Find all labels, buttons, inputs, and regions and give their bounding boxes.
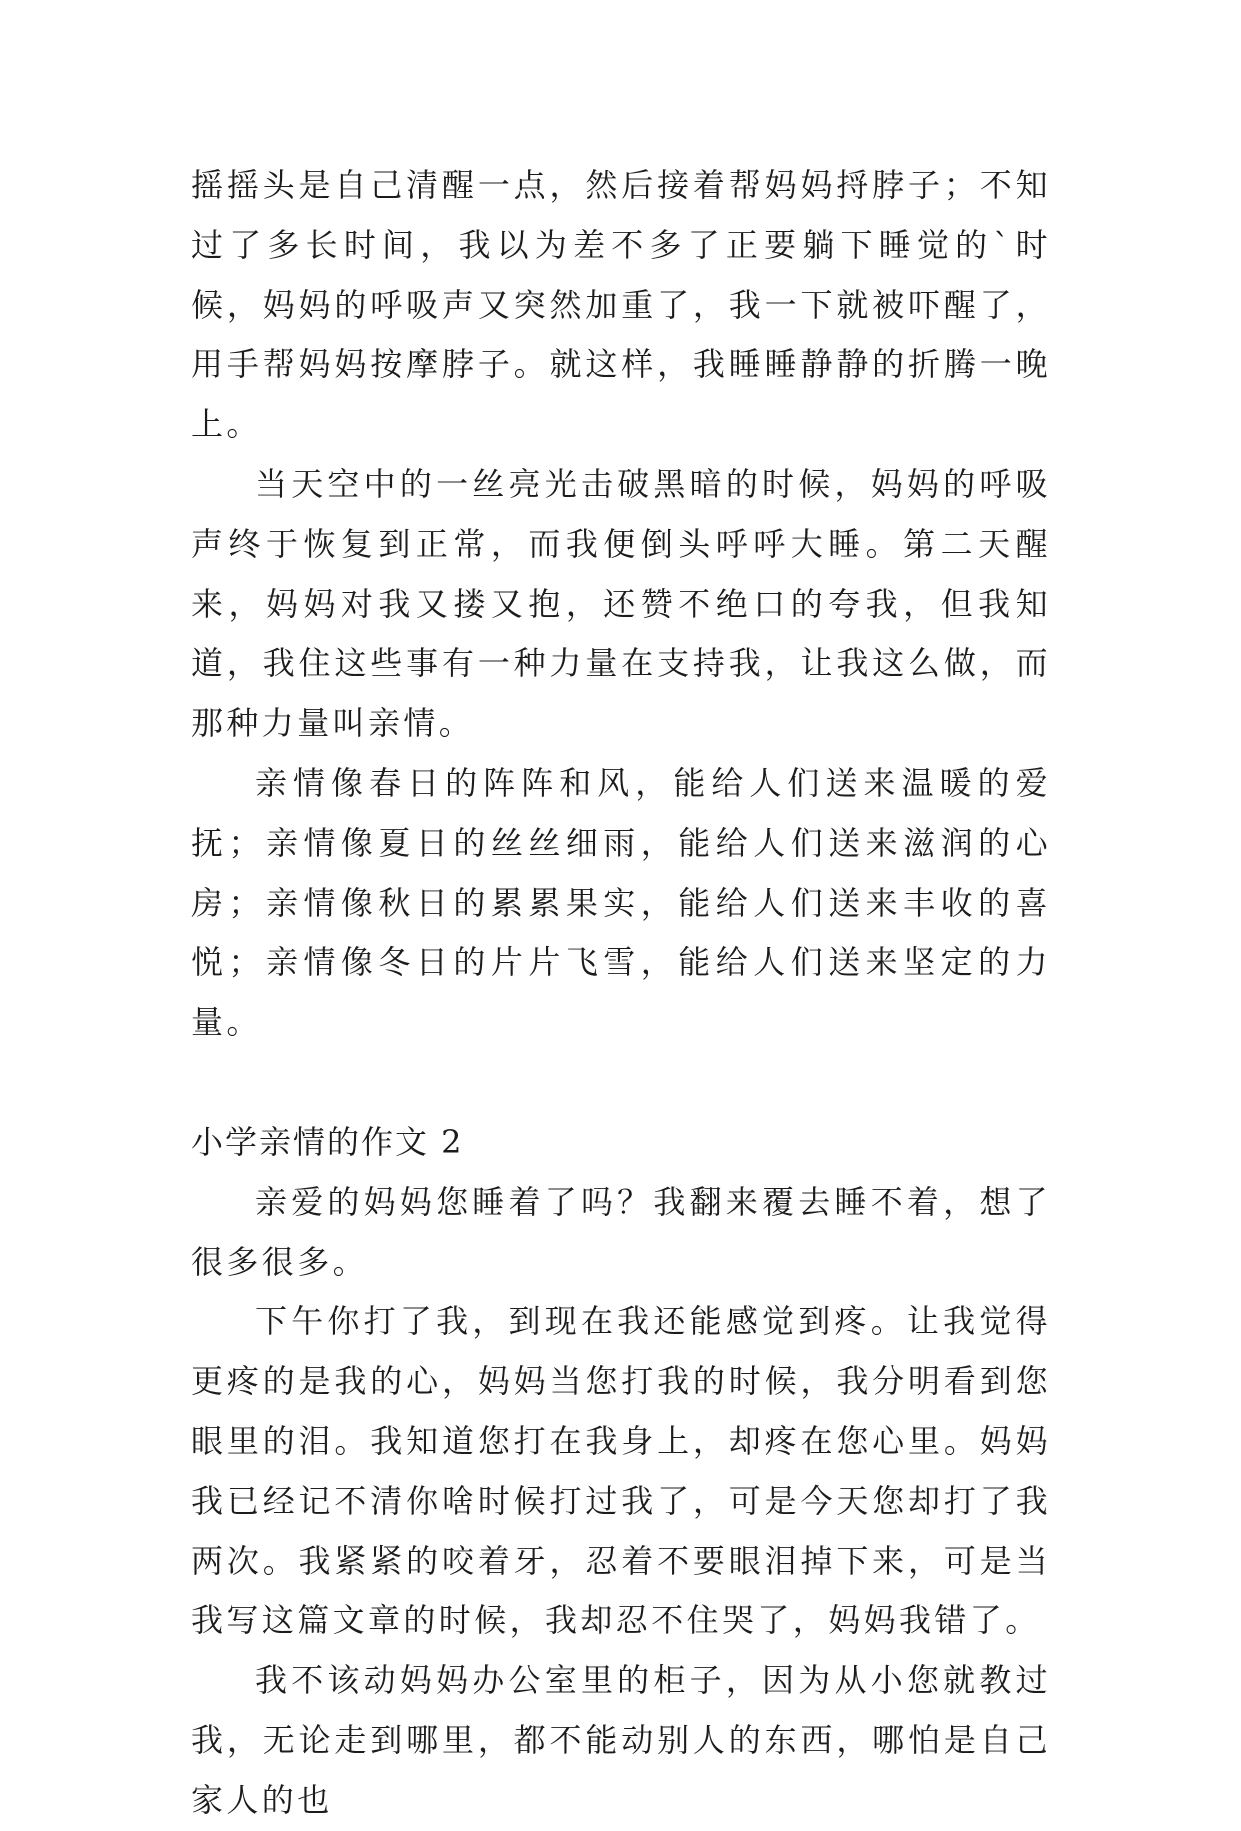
paragraph-afternoon: 下午你打了我，到现在我还能感觉到疼。让我觉得更疼的是我的心，妈妈当您打我的时候，我分明看到您眼里的泪。我知道您打在我身上，却疼在您心里。妈妈我已经记不清你啥时候打过我了，可是今天您却打了我两次。我紧紧的咬着牙，忍着不要眼泪掉下来，可是当我写这篇文章的时候，我却忍不住哭了，妈妈我错了。: [191, 1302, 1051, 1640]
document-body: [191, 156, 1051, 1831]
section-title: 小学亲情的作文 2: [191, 1122, 464, 1161]
paragraph-dear-mom: 亲爱的妈妈您睡着了吗？我翻来覆去睡不着，想了很多很多。: [191, 1182, 1051, 1281]
paragraph-dawn: 当天空中的一丝亮光击破黑暗的时候，妈妈的呼吸声终于恢复到正常，而我便倒头呼呼大睡。第二天醒来，妈妈对我又搂又抱，还赞不绝口的夸我，但我知道，我住这些事有一种力量在支持我，让我这么做，而那种力量叫亲情。: [191, 464, 1051, 743]
paragraph-continued: 摇摇头是自己清醒一点，然后接着帮妈妈捋脖子；不知过了多长时间，我以为差不多了正要躺下睡觉的`时候，妈妈的呼吸声又突然加重了，我一下就被吓醒了，用手帮妈妈按摩脖子。就这样，我睡睡静静的折腾一晚上。: [191, 166, 1051, 444]
paragraph-family-love: 亲情像春日的阵阵和风，能给人们送来温暖的爱抚；亲情像夏日的丝丝细雨，能给人们送来滋润的心房；亲情像秋日的累累果实，能给人们送来丰收的喜悦；亲情像冬日的片片飞雪，能给人们送来坚定的力量。: [191, 763, 1051, 1042]
paragraph-cabinet: 我不该动妈妈办公室里的柜子，因为从小您就教过我，无论走到哪里，都不能动别人的东西，哪怕是自己家人的也: [191, 1661, 1051, 1819]
